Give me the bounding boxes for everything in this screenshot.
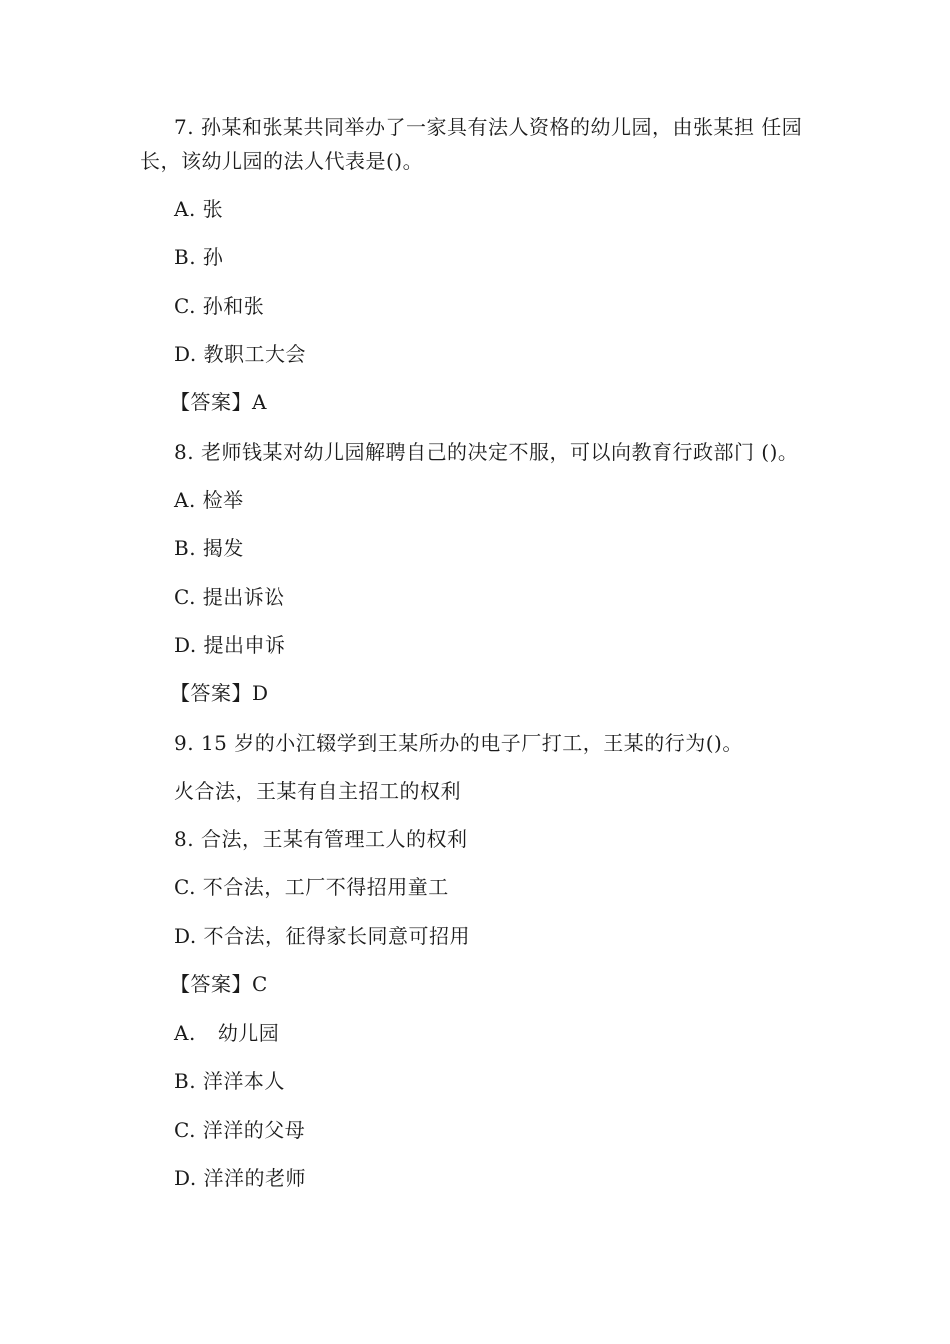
trailing-option-a-letter: A. (174, 1021, 196, 1045)
trailing-option-a (174, 1016, 279, 1050)
question-7-answer: 【答案】A (170, 390, 267, 414)
question-9-stem-line-1: 9. 15 岁的小江辍学到王某所办的电子厂打工，王某的行为()。 (174, 731, 743, 755)
trailing-option-a-text: 幼儿园 (217, 1021, 280, 1045)
question-7-stem-line-2: 长，该幼儿园的法人代表是()。 (140, 149, 424, 173)
question-9-option-d: D. 不合法，征得家长同意可招用 (174, 924, 471, 948)
question-8-option-b: B. 揭发 (174, 536, 244, 560)
question-9-option-b: 8. 合法，王某有管理工人的权利 (174, 827, 468, 851)
question-9-answer: 【答案】C (170, 972, 268, 996)
question-8-option-a: A. 检举 (174, 488, 244, 512)
trailing-option-b: B. 洋洋本人 (174, 1069, 285, 1093)
question-7-option-c: C. 孙和张 (174, 294, 265, 318)
question-7-option-b: B. 孙 (174, 245, 224, 269)
trailing-option-c: C. 洋洋的父母 (174, 1118, 306, 1142)
question-7-option-a: A. 张 (174, 197, 224, 221)
question-8-option-d: D. 提出申诉 (174, 633, 286, 657)
question-9-option-a: 火合法，王某有自主招工的权利 (174, 779, 461, 803)
question-7-option-d: D. 教职工大会 (174, 342, 307, 366)
question-8-answer: 【答案】D (170, 681, 269, 705)
question-7-stem-line-1: 7. 孙某和张某共同举办了一家具有法人资格的幼儿园，由张某担 任园 (174, 115, 803, 139)
question-9-option-c: C. 不合法，工厂不得招用童工 (174, 875, 449, 899)
trailing-option-d: D. 洋洋的老师 (174, 1166, 307, 1190)
question-8-stem-line-1: 8. 老师钱某对幼儿园解聘自己的决定不服，可以向教育行政部门 ()。 (174, 440, 799, 464)
question-8-option-c: C. 提出诉讼 (174, 585, 285, 609)
